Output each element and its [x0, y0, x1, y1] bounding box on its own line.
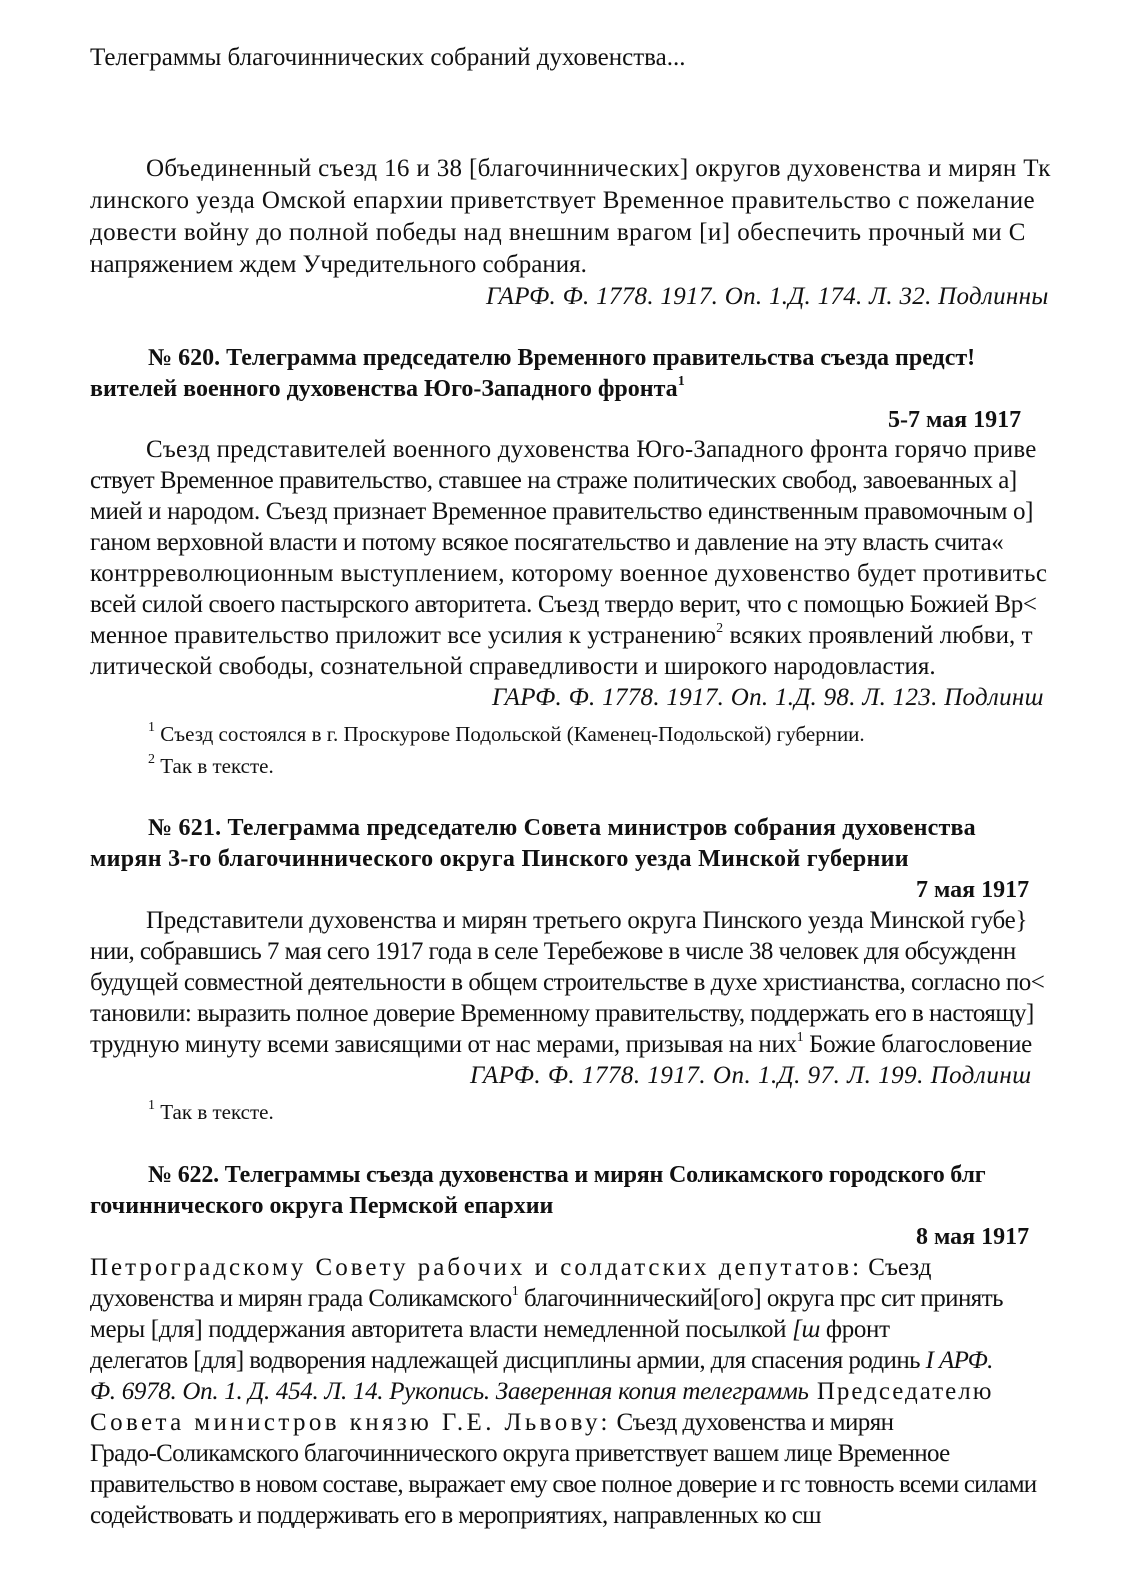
doc620-line-7-footnote-ref: 2: [716, 620, 724, 636]
doc620-line-5: контрреволюционным выступлением, которому военное духовенство будет противитьс: [90, 560, 1048, 587]
doc622-line-1-rest: Съезд: [862, 1254, 932, 1281]
doc620-line-7: [90, 621, 1033, 651]
doc621-source: ГАРФ. Ф. 1778. 1917. Оп. 1.Д. 97. Л. 199. Подлинш: [470, 1062, 1032, 1089]
doc621-line-5-text-b: Божие благословение: [803, 1031, 1032, 1058]
doc620-line-1: Съезд представителей военного духовенства Юго-Западного фронта горячо приве: [146, 436, 1037, 463]
doc621-title-line-2: мирян 3-го благочиннического округа Пинского уезда Минской губернии: [90, 846, 909, 872]
doc620-line-7-text-a: менное правительство приложит все усилия к устранению: [90, 622, 717, 649]
doc621-line-5-footnote-ref: 1: [796, 1029, 804, 1045]
doc620-line-2: ствует Временное правительство, ставшее на страже политических свобод, завоеванных а]: [90, 467, 1017, 494]
doc622-line-8: правительство в новом составе, выражает ему свое полное доверие и гс товность всеми силами: [90, 1471, 1037, 1498]
intro-line-2: линского уезда Омской епархии приветствует Временное правительство с пожелание: [90, 187, 1036, 214]
doc622-line-4-italic: I АРФ.: [925, 1347, 993, 1374]
doc622-line-3-text-a: меры [для] поддержания авторитета власти немедленной посылкой: [90, 1316, 793, 1343]
doc621-line-3: будущей совместной деятельности в общем строительстве в духе христианства, согласно по<: [90, 969, 1045, 996]
doc621-line-5: [90, 1030, 1032, 1060]
doc622-line-4: [90, 1346, 993, 1376]
doc620-title-footnote-ref: 1: [677, 374, 685, 389]
doc620-line-7-text-b: всяких проявлений любви, т: [723, 622, 1033, 649]
doc622-line-3: [90, 1315, 890, 1345]
doc620-date: 5-7 мая 1917: [888, 407, 1022, 433]
doc620-line-3: мией и народом. Съезд признает Временное правительство единственным правомочным о]: [90, 498, 1034, 525]
doc622-line-2: [90, 1284, 1003, 1314]
doc620-footnote-1-text: Съезд состоялся в г. Проскурове Подольской (Каменец-Подольской) губернии.: [155, 722, 865, 746]
doc621-line-2: нии, собравшись 7 мая сего 1917 года в селе Теребежове в числе 38 человек для обсужденн: [90, 938, 1016, 965]
doc620-line-8: литической свободы, сознательной справедливости и широкого народовластия.: [90, 653, 936, 680]
intro-line-3: довести войну до полной победы над внешним врагом [и] обеспечить прочный ми С: [90, 219, 1026, 246]
doc622-line-6-rest: Съезд духовенства и мирян: [610, 1409, 894, 1436]
intro-line-1: Объединенный съезд 16 и 38 [благочиннических] округов духовенства и мирян Тк: [146, 155, 1051, 182]
doc622-line-3-text-b: фронт: [820, 1316, 890, 1343]
doc620-title-text: вителей военного духовенства Юго-Западного фронта: [90, 376, 678, 402]
doc621-footnote-1: [148, 1097, 274, 1127]
doc622-line-5: [90, 1377, 993, 1407]
doc621-footnote-1-num: 1: [148, 1098, 155, 1113]
doc620-footnote-2: [148, 751, 274, 781]
doc622-addressee-2-start: Председателю: [808, 1378, 994, 1405]
doc621-line-1: Представители духовенства и мирян третьего округа Пинского уезда Минской губе}: [146, 907, 1028, 934]
doc621-footnote-1-text: Так в тексте.: [155, 1100, 274, 1124]
doc620-line-6: всей силой своего пастырского авторитета. Съезд твердо верит, что с помощью Божией Вр<: [90, 591, 1037, 618]
doc620-line-4: ганом верховной власти и потому всякое посягательство и давление на эту власть счита«: [90, 529, 1004, 556]
doc622-title-line-1: № 622. Телеграммы съезда духовенства и мирян Соликамского городского блг: [148, 1162, 986, 1188]
doc620-footnote-2-text: Так в тексте.: [155, 754, 274, 778]
running-header: Телеграммы благочиннических собраний духовенства...: [90, 44, 686, 71]
doc621-line-5-text-a: трудную минуту всеми зависящими от нас мерами, призывая на них: [90, 1031, 797, 1058]
doc622-line-5-source: Ф. 6978. Оп. 1. Д. 454. Л. 14. Рукопись. Заверенная копия телеграммь: [90, 1378, 809, 1405]
doc620-footnote-1-num: 1: [148, 720, 155, 735]
doc622-line-4-text-a: делегатов [для] водворения надлежащей дисциплины армии, для спасения родинь: [90, 1347, 926, 1374]
doc622-line-9: содействовать и поддерживать его в мероприятиях, направленных ко сш: [90, 1502, 821, 1529]
doc620-title-line-1: № 620. Телеграмма председателю Временного правительства съезда предст!: [148, 345, 976, 371]
doc622-line-1: [90, 1253, 931, 1283]
doc621-line-4: тановили: выразить полное доверие Временному правительству, поддержать его в настоящу]: [90, 1000, 1034, 1027]
doc622-date: 8 мая 1917: [916, 1224, 1030, 1250]
doc620-footnote-1: [148, 719, 865, 749]
doc622-line-3-italic: [ш: [792, 1316, 820, 1343]
doc622-line-2-text-a: духовенства и мирян града Соликамского: [90, 1285, 512, 1312]
doc622-title-line-2: гочиннического округа Пермской епархии: [90, 1193, 554, 1219]
doc620-source: ГАРФ. Ф. 1778. 1917. Оп. 1.Д. 98. Л. 123. Подлинш: [492, 684, 1044, 711]
doc622-line-2-text-b: благочиннический[ого] округа прс сит принять: [518, 1285, 1003, 1312]
intro-line-4: напряжением ждем Учредительного собрания.: [90, 251, 587, 278]
doc622-line-7: Градо-Соликамского благочиннического округа приветствует вашем лице Временное: [90, 1440, 950, 1467]
doc620-footnote-2-num: 2: [148, 752, 155, 767]
doc622-addressee-2-end: Совета министров князю Г.Е. Львову:: [90, 1409, 611, 1436]
doc620-title-line-2: [90, 374, 685, 404]
doc622-line-6: [90, 1408, 893, 1438]
doc622-line-2-footnote-ref: 1: [511, 1283, 519, 1299]
doc621-date: 7 мая 1917: [916, 877, 1030, 903]
doc621-title-line-1: № 621. Телеграмма председателю Совета министров собрания духовенства: [148, 815, 976, 841]
doc622-addressee-1: Петроградскому Совету рабочих и солдатских депутатов:: [90, 1254, 863, 1281]
intro-source: ГАРФ. Ф. 1778. 1917. Оп. 1.Д. 174. Л. 32. Подлинны: [486, 283, 1049, 310]
